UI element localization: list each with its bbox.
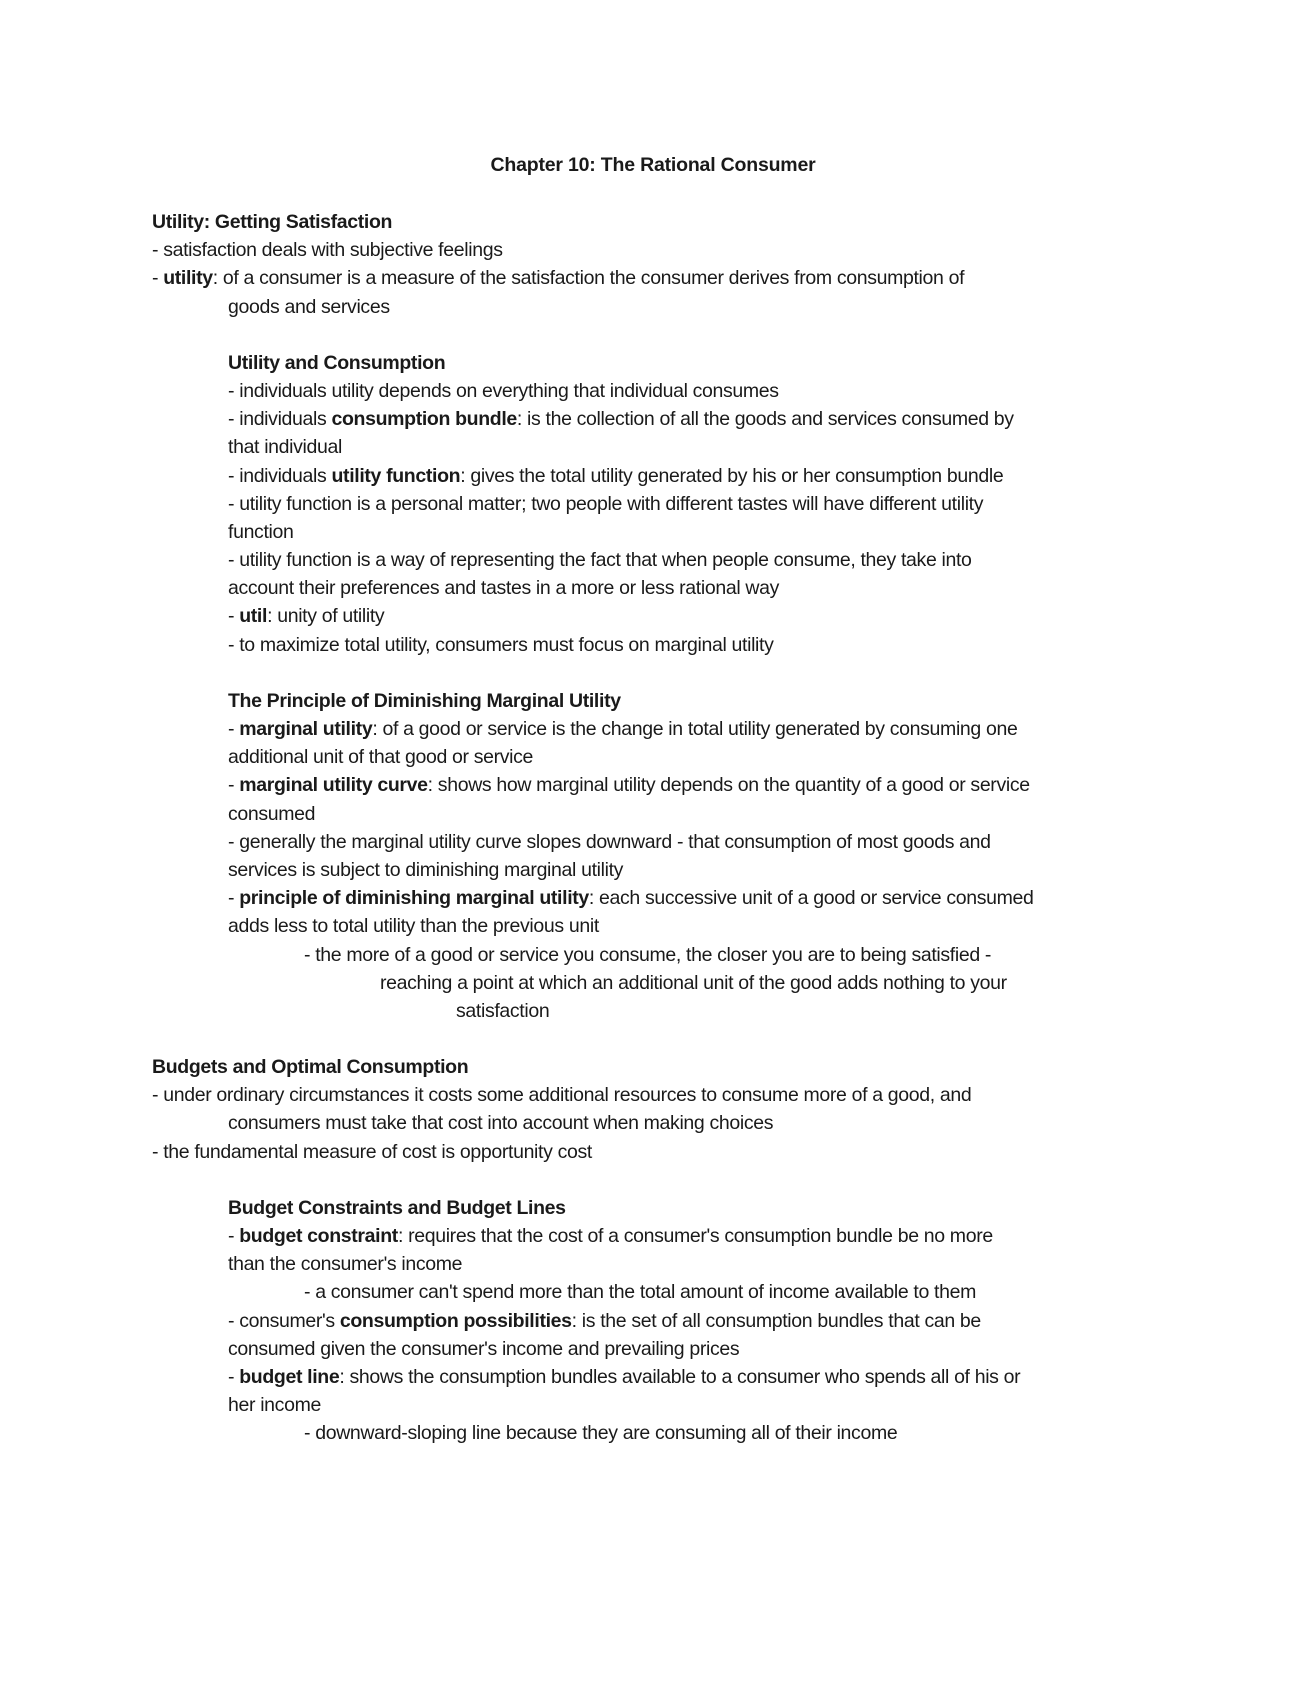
- text-line: - satisfaction deals with subjective feelings: [152, 239, 503, 262]
- term: utility: [163, 267, 213, 290]
- definition-marginal-utility-curve: - marginal utility curve: shows how marginal utility depends on the quantity of a good or service: [228, 774, 1030, 797]
- section-heading-budget-constraints: Budget Constraints and Budget Lines: [228, 1196, 566, 1219]
- definition-util: - util: unity of utility: [228, 605, 385, 628]
- text-line: - downward-sloping line because they are consuming all of their income: [304, 1422, 898, 1445]
- text-line: than the consumer's income: [228, 1253, 463, 1276]
- term: consumption possibilities: [339, 1309, 572, 1332]
- text-line: that individual: [228, 436, 342, 459]
- text-line: - the fundamental measure of cost is opportunity cost: [152, 1140, 592, 1163]
- document-body: [152, 208, 1162, 1448]
- definition-utility: - utility: of a consumer is a measure of the satisfaction the consumer derives from consumption of: [152, 267, 965, 290]
- text-line: adds less to total utility than the previous unit: [228, 915, 599, 938]
- text-line: - individuals utility depends on everything that individual consumes: [228, 379, 779, 402]
- section-heading-utility-consumption: Utility and Consumption: [228, 351, 446, 374]
- text-line: consumed: [228, 802, 316, 825]
- page-title: Chapter 10: The Rational Consumer: [490, 154, 816, 176]
- text-line: her income: [228, 1394, 321, 1417]
- text-line: services is subject to diminishing marginal utility: [228, 858, 624, 881]
- term: marginal utility: [239, 718, 373, 740]
- term: marginal utility curve: [239, 774, 428, 797]
- term: budget constraint: [239, 1225, 398, 1247]
- definition-consumption-possibilities: - consumer's consumption possibilities: is the set of all consumption bundles that can be: [228, 1309, 981, 1332]
- definition-budget-line: - budget line: shows the consumption bundles available to a consumer who spends all of his or: [228, 1365, 1021, 1388]
- definition-budget-constraint: - budget constraint: requires that the cost of a consumer's consumption bundle be no more: [228, 1225, 993, 1247]
- text-line: - a consumer can't spend more than the total amount of income available to them: [304, 1281, 976, 1304]
- text-line: consumers must take that cost into account when making choices: [228, 1112, 774, 1135]
- section-heading-diminishing-marginal-utility: The Principle of Diminishing Marginal Utility: [228, 689, 621, 712]
- text-line: goods and services: [228, 295, 390, 318]
- text-line: - utility function is a personal matter; two people with different tastes will have different utility: [228, 492, 984, 515]
- definition-marginal-utility: - marginal utility: of a good or service is the change in total utility generated by consuming one: [228, 718, 1018, 740]
- text-line: additional unit of that good or service: [228, 746, 534, 769]
- section-heading-utility: Utility: Getting Satisfaction: [152, 211, 393, 233]
- text-line: reaching a point at which an additional unit of the good adds nothing to your: [380, 971, 1007, 994]
- text-line: - the more of a good or service you consume, the closer you are to being satisfied -: [304, 943, 992, 966]
- definition-consumption-bundle: - individuals consumption bundle: is the collection of all the goods and services consumed by: [228, 408, 1014, 431]
- text-line: - generally the marginal utility curve slopes downward - that consumption of most goods and: [228, 830, 991, 853]
- text-line: - to maximize total utility, consumers must focus on marginal utility: [228, 633, 774, 656]
- definition-principle-diminishing-marginal-utility: - principle of diminishing marginal utility: each successive unit of a good or service consumed: [228, 887, 1034, 910]
- text-line: function: [228, 520, 294, 543]
- text-line: consumed given the consumer's income and prevailing prices: [228, 1337, 740, 1360]
- section-heading-budgets: Budgets and Optimal Consumption: [152, 1056, 469, 1079]
- definition-utility-function: - individuals utility function: gives the total utility generated by his or her consumption bundle: [228, 464, 1004, 487]
- term: util: [239, 605, 268, 628]
- term: budget line: [239, 1365, 340, 1388]
- text-line: - utility function is a way of representing the fact that when people consume, they take into: [228, 549, 972, 572]
- text-line: satisfaction: [456, 999, 550, 1022]
- text-line: account their preferences and tastes in a more or less rational way: [228, 577, 780, 600]
- text-line: - under ordinary circumstances it costs some additional resources to consume more of a good, and: [152, 1084, 972, 1107]
- term: principle of diminishing marginal utility: [239, 887, 589, 910]
- term: utility function: [331, 464, 461, 487]
- term: consumption bundle: [331, 408, 517, 431]
